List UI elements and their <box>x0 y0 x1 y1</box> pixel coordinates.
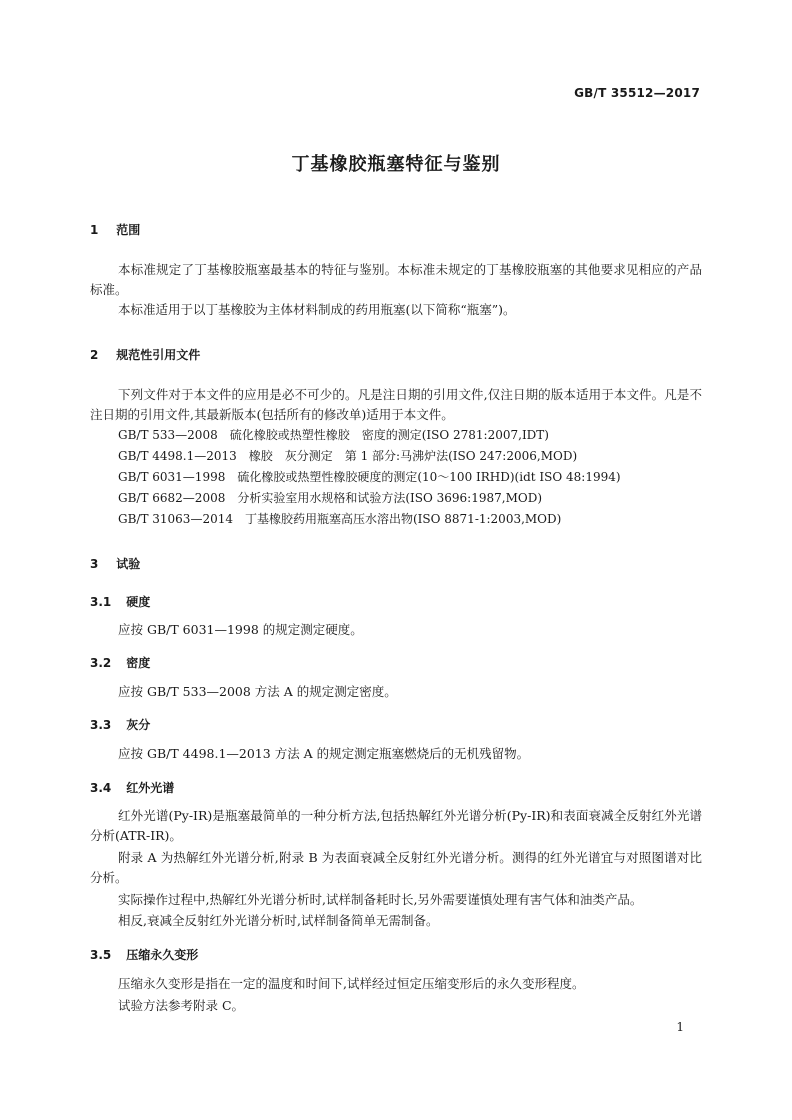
reference-item: GB/T 6031—1998 硫化橡胶或热塑性橡胶硬度的测定(10～100 IRHD)(idt ISO 48:1994) <box>118 470 621 484</box>
paragraph: 本标准规定了丁基橡胶瓶塞最基本的特征与鉴别。本标准未规定的丁基橡胶瓶塞的其他要求见相应的产品标准。 <box>90 262 702 297</box>
reference-item: GB/T 31063—2014 丁基橡胶药用瓶塞高压水溶出物(ISO 8871-1:2003,MOD) <box>118 512 562 526</box>
standard-code: GB/T 35512—2017 <box>574 86 700 100</box>
reference-item: GB/T 4498.1—2013 橡胶 灰分测定 第 1 部分:马沸炉法(ISO 247:2006,MOD) <box>118 449 578 463</box>
subsection-number: 3.1 <box>90 595 112 609</box>
subsection-3-5-heading <box>90 946 198 963</box>
paragraph: 下列文件对于本文件的应用是必不可少的。凡是注日期的引用文件,仅注日期的版本适用于本文件。凡是不注日期的引用文件,其最新版本(包括所有的修改单)适用于本文件。 <box>90 387 702 422</box>
paragraph: 压缩永久变形是指在一定的温度和时间下,试样经过恒定压缩变形后的永久变形程度。 <box>118 976 585 991</box>
subsection-3-3-heading <box>90 716 150 733</box>
subsection-number: 3.2 <box>90 656 112 670</box>
document-title: 丁基橡胶瓶塞特征与鉴别 <box>291 154 501 175</box>
section-1-heading <box>90 221 140 238</box>
subsection-title: 密度 <box>126 656 151 670</box>
section-3-heading <box>90 555 140 572</box>
paragraph: 应按 GB/T 6031—1998 的规定测定硬度。 <box>118 622 363 637</box>
paragraph: 应按 GB/T 4498.1—2013 方法 A 的规定测定瓶塞燃烧后的无机残留物。 <box>118 746 530 761</box>
paragraph: 试验方法参考附录 C。 <box>118 998 245 1013</box>
subsection-title: 压缩永久变形 <box>126 948 199 962</box>
subsection-3-1-heading <box>90 593 150 610</box>
paragraph: 相反,衰减全反射红外光谱分析时,试样制备简单无需制备。 <box>118 913 439 928</box>
subsection-3-2-heading <box>90 654 150 671</box>
paragraph: 红外光谱(Py-IR)是瓶塞最简单的一种分析方法,包括热解红外光谱分析(Py-IR)和表面衰减全反射红外光谱分析(ATR-IR)。 <box>90 808 702 843</box>
section-title: 规范性引用文件 <box>116 348 201 362</box>
subsection-title: 红外光谱 <box>126 781 175 795</box>
section-2-heading <box>90 346 200 363</box>
subsection-title: 硬度 <box>126 595 151 609</box>
paragraph: 本标准适用于以丁基橡胶为主体材料制成的药用瓶塞(以下简称“瓶塞”)。 <box>118 302 516 317</box>
reference-item: GB/T 533—2008 硫化橡胶或热塑性橡胶 密度的测定(ISO 2781:2007,IDT) <box>118 428 549 442</box>
section-number: 1 <box>90 223 99 237</box>
paragraph: 实际操作过程中,热解红外光谱分析时,试样制备耗时长,另外需要谨慎处理有害气体和油类产品。 <box>118 892 643 907</box>
subsection-3-4-heading <box>90 779 174 796</box>
subsection-title: 灰分 <box>126 718 151 732</box>
subsection-number: 3.4 <box>90 781 112 795</box>
section-number: 3 <box>90 557 99 571</box>
subsection-number: 3.3 <box>90 718 112 732</box>
reference-item: GB/T 6682—2008 分析实验室用水规格和试验方法(ISO 3696:1987,MOD) <box>118 491 543 505</box>
section-title: 范围 <box>116 223 141 237</box>
paragraph: 附录 A 为热解红外光谱分析,附录 B 为表面衰减全反射红外光谱分析。测得的红外光谱宜与对照图谱对比分析。 <box>90 850 702 885</box>
subsection-number: 3.5 <box>90 948 112 962</box>
section-title: 试验 <box>116 557 141 571</box>
page-number: 1 <box>676 1020 684 1034</box>
section-number: 2 <box>90 348 99 362</box>
paragraph: 应按 GB/T 533—2008 方法 A 的规定测定密度。 <box>118 684 397 699</box>
